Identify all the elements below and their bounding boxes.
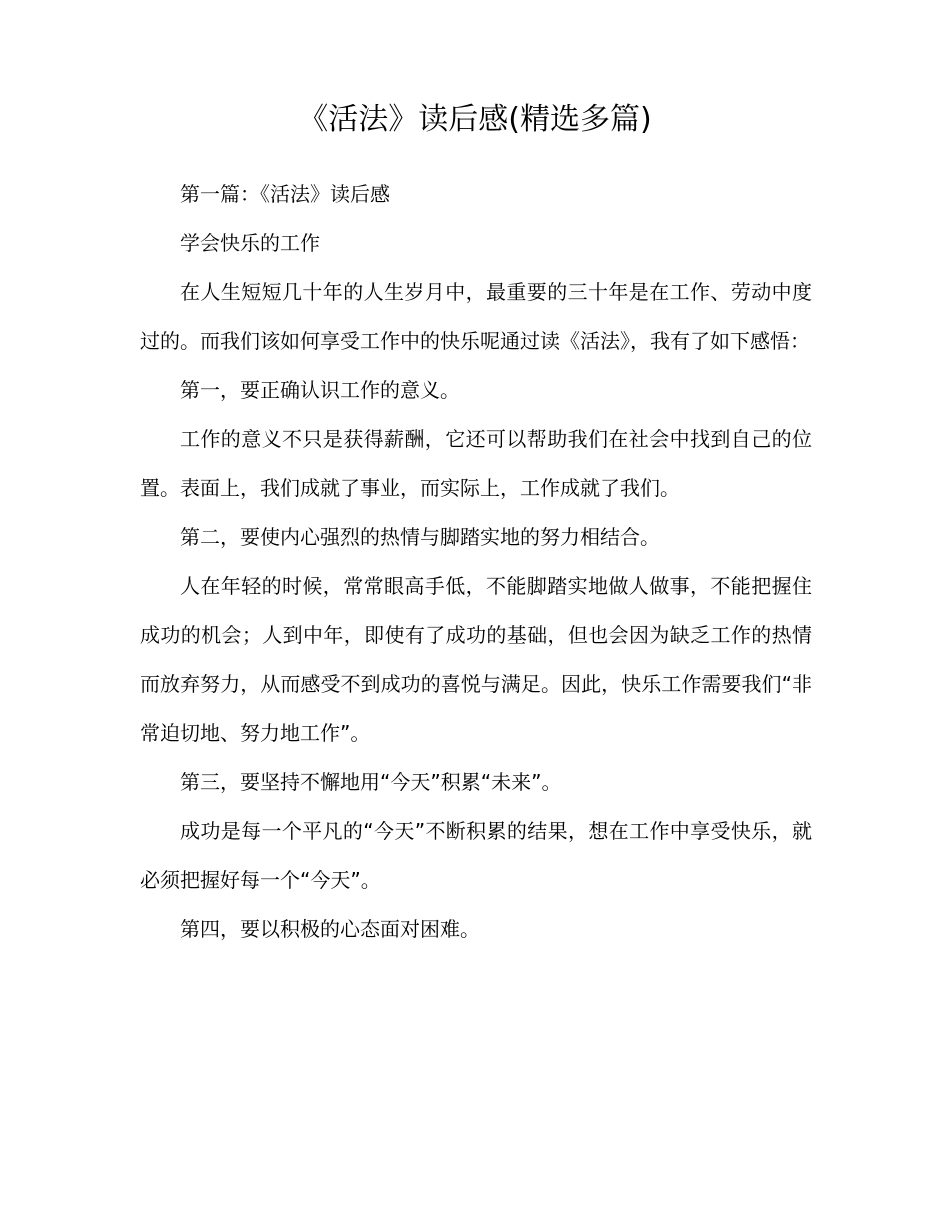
paragraph-point-3: 第三，要坚持不懈地用“今天”积累“未来”。 [180,770,562,794]
paragraph-point-4: 第四，要以积极的心态面对困难。 [180,917,480,941]
paragraph-point-2-detail: 人在年轻的时候，常常眼高手低，不能脚踏实地做人做事，不能把握住成功的机会；人到中年，即使有了成功的基础，但也会因为缺乏工作的热情而放弃努力，从而感受不到成功的喜悦与满足。因此，快乐工作需要我们“非常迫切地、努力地工作”。 [140,574,812,745]
document-body [140,170,812,954]
paragraph-point-1: 第一，要正确认识工作的意义。 [180,378,460,402]
paragraph-intro: 在人生短短几十年的人生岁月中，最重要的三十年是在工作、劳动中度过的。而我们该如何享受工作中的快乐呢通过读《活法》，我有了如下感悟： [140,280,812,353]
paragraph-subtitle: 学会快乐的工作 [180,231,320,255]
paragraph-point-1-detail: 工作的意义不只是获得薪酬，它还可以帮助我们在社会中找到自己的位置。表面上，我们成就了事业，而实际上，工作成就了我们。 [140,427,812,500]
paragraph-point-3-detail: 成功是每一个平凡的“今天”不断积累的结果，想在工作中享受快乐，就必须把握好每一个“今天”。 [140,819,812,892]
paragraph-point-2: 第二，要使内心强烈的热情与脚踏实地的努力相结合。 [180,525,660,549]
document-title: 《活法》读后感(精选多篇) [298,102,652,137]
paragraph-section-heading: 第一篇：《活法》读后感 [180,182,390,206]
